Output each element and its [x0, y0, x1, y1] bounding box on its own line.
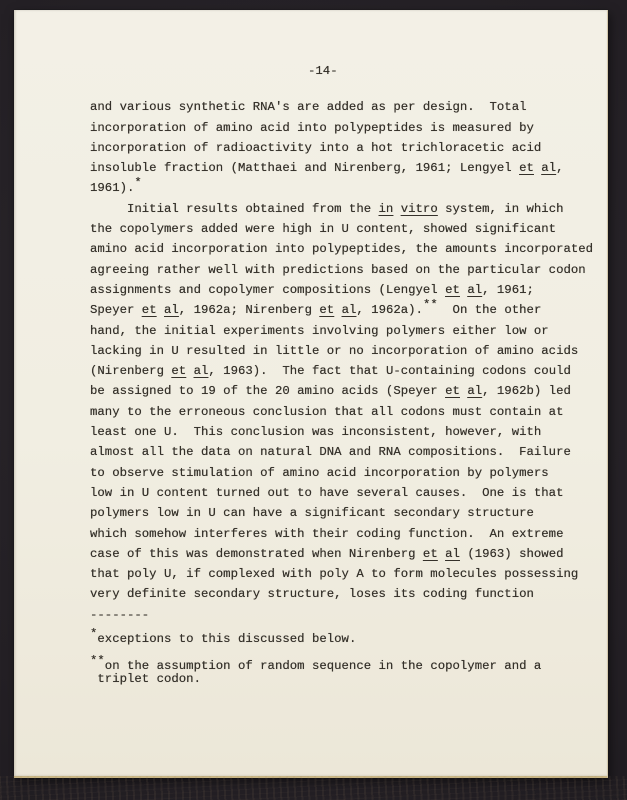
- text-line: the copolymers added were high in U content, showed significant: [90, 222, 557, 237]
- text-line: **on the assumption of random sequence in the copolymer and a: [90, 653, 542, 673]
- text-line: almost all the data on natural DNA and RNA compositions. Failure: [90, 445, 571, 460]
- text-line: Speyer et al, 1962a; Nirenberg et al, 1962a).** On the other: [90, 298, 542, 318]
- text-line: low in U content turned out to have several causes. One is that: [90, 485, 564, 500]
- text-line: polymers low in U can have a significant secondary structure: [90, 506, 534, 521]
- text-line: insoluble fraction (Matthaei and Nirenberg, 1961; Lengyel et al,: [90, 161, 564, 176]
- text-line: to observe stimulation of amino acid incorporation by polymers: [90, 465, 549, 480]
- text-line: incorporation of radioactivity into a hot trichloracetic acid: [90, 140, 542, 155]
- text-line: triplet codon.: [90, 672, 201, 687]
- footnote-marker: **: [422, 298, 438, 313]
- footnote-marker: *: [134, 176, 142, 191]
- footnotes: [90, 627, 589, 687]
- text-line: lacking in U resulted in little or no incorporation of amino acids: [90, 343, 579, 358]
- text-line: least one U. This conclusion was inconsistent, however, with: [90, 425, 542, 440]
- text-line: 1961).*: [90, 176, 142, 196]
- footnote-marker: *: [90, 627, 98, 642]
- text-line: be assigned to 19 of the 20 amino acids (Speyer et al, 1962b) led: [90, 384, 571, 399]
- text-line: Initial results obtained from the in vitro system, in which: [90, 201, 564, 216]
- text-line: very definite secondary structure, loses its coding function: [90, 587, 534, 602]
- text-line: many to the erroneous conclusion that all codons must contain at: [90, 404, 564, 419]
- text-line: amino acid incorporation into polypeptides, the amounts incorporated: [90, 242, 594, 257]
- text-line: that poly U, if complexed with poly A to form molecules possessing: [90, 567, 579, 582]
- text-line: case of this was demonstrated when Nirenberg et al (1963) showed: [90, 546, 564, 561]
- text-line: agreeing rather well with predictions based on the particular codon: [90, 262, 586, 277]
- text-line: and various synthetic RNA's are added as per design. Total: [90, 100, 527, 115]
- footnote-marker: **: [90, 653, 105, 668]
- text-line: assignments and copolymer compositions (Lengyel et al, 1961;: [90, 282, 534, 297]
- text-line: incorporation of amino acid into polypeptides is measured by: [90, 120, 534, 135]
- text-line: *exceptions to this discussed below.: [90, 627, 357, 647]
- text-line: hand, the initial experiments involving polymers either low or: [90, 323, 549, 338]
- document-page: [14, 10, 608, 778]
- footnote-separator: --------: [90, 607, 150, 622]
- page-number: -14-: [308, 64, 338, 78]
- text-line: which somehow interferes with their coding function. An extreme: [90, 526, 564, 541]
- text-line: (Nirenberg et al, 1963). The fact that U-containing codons could: [90, 364, 571, 379]
- body-text: [90, 97, 594, 604]
